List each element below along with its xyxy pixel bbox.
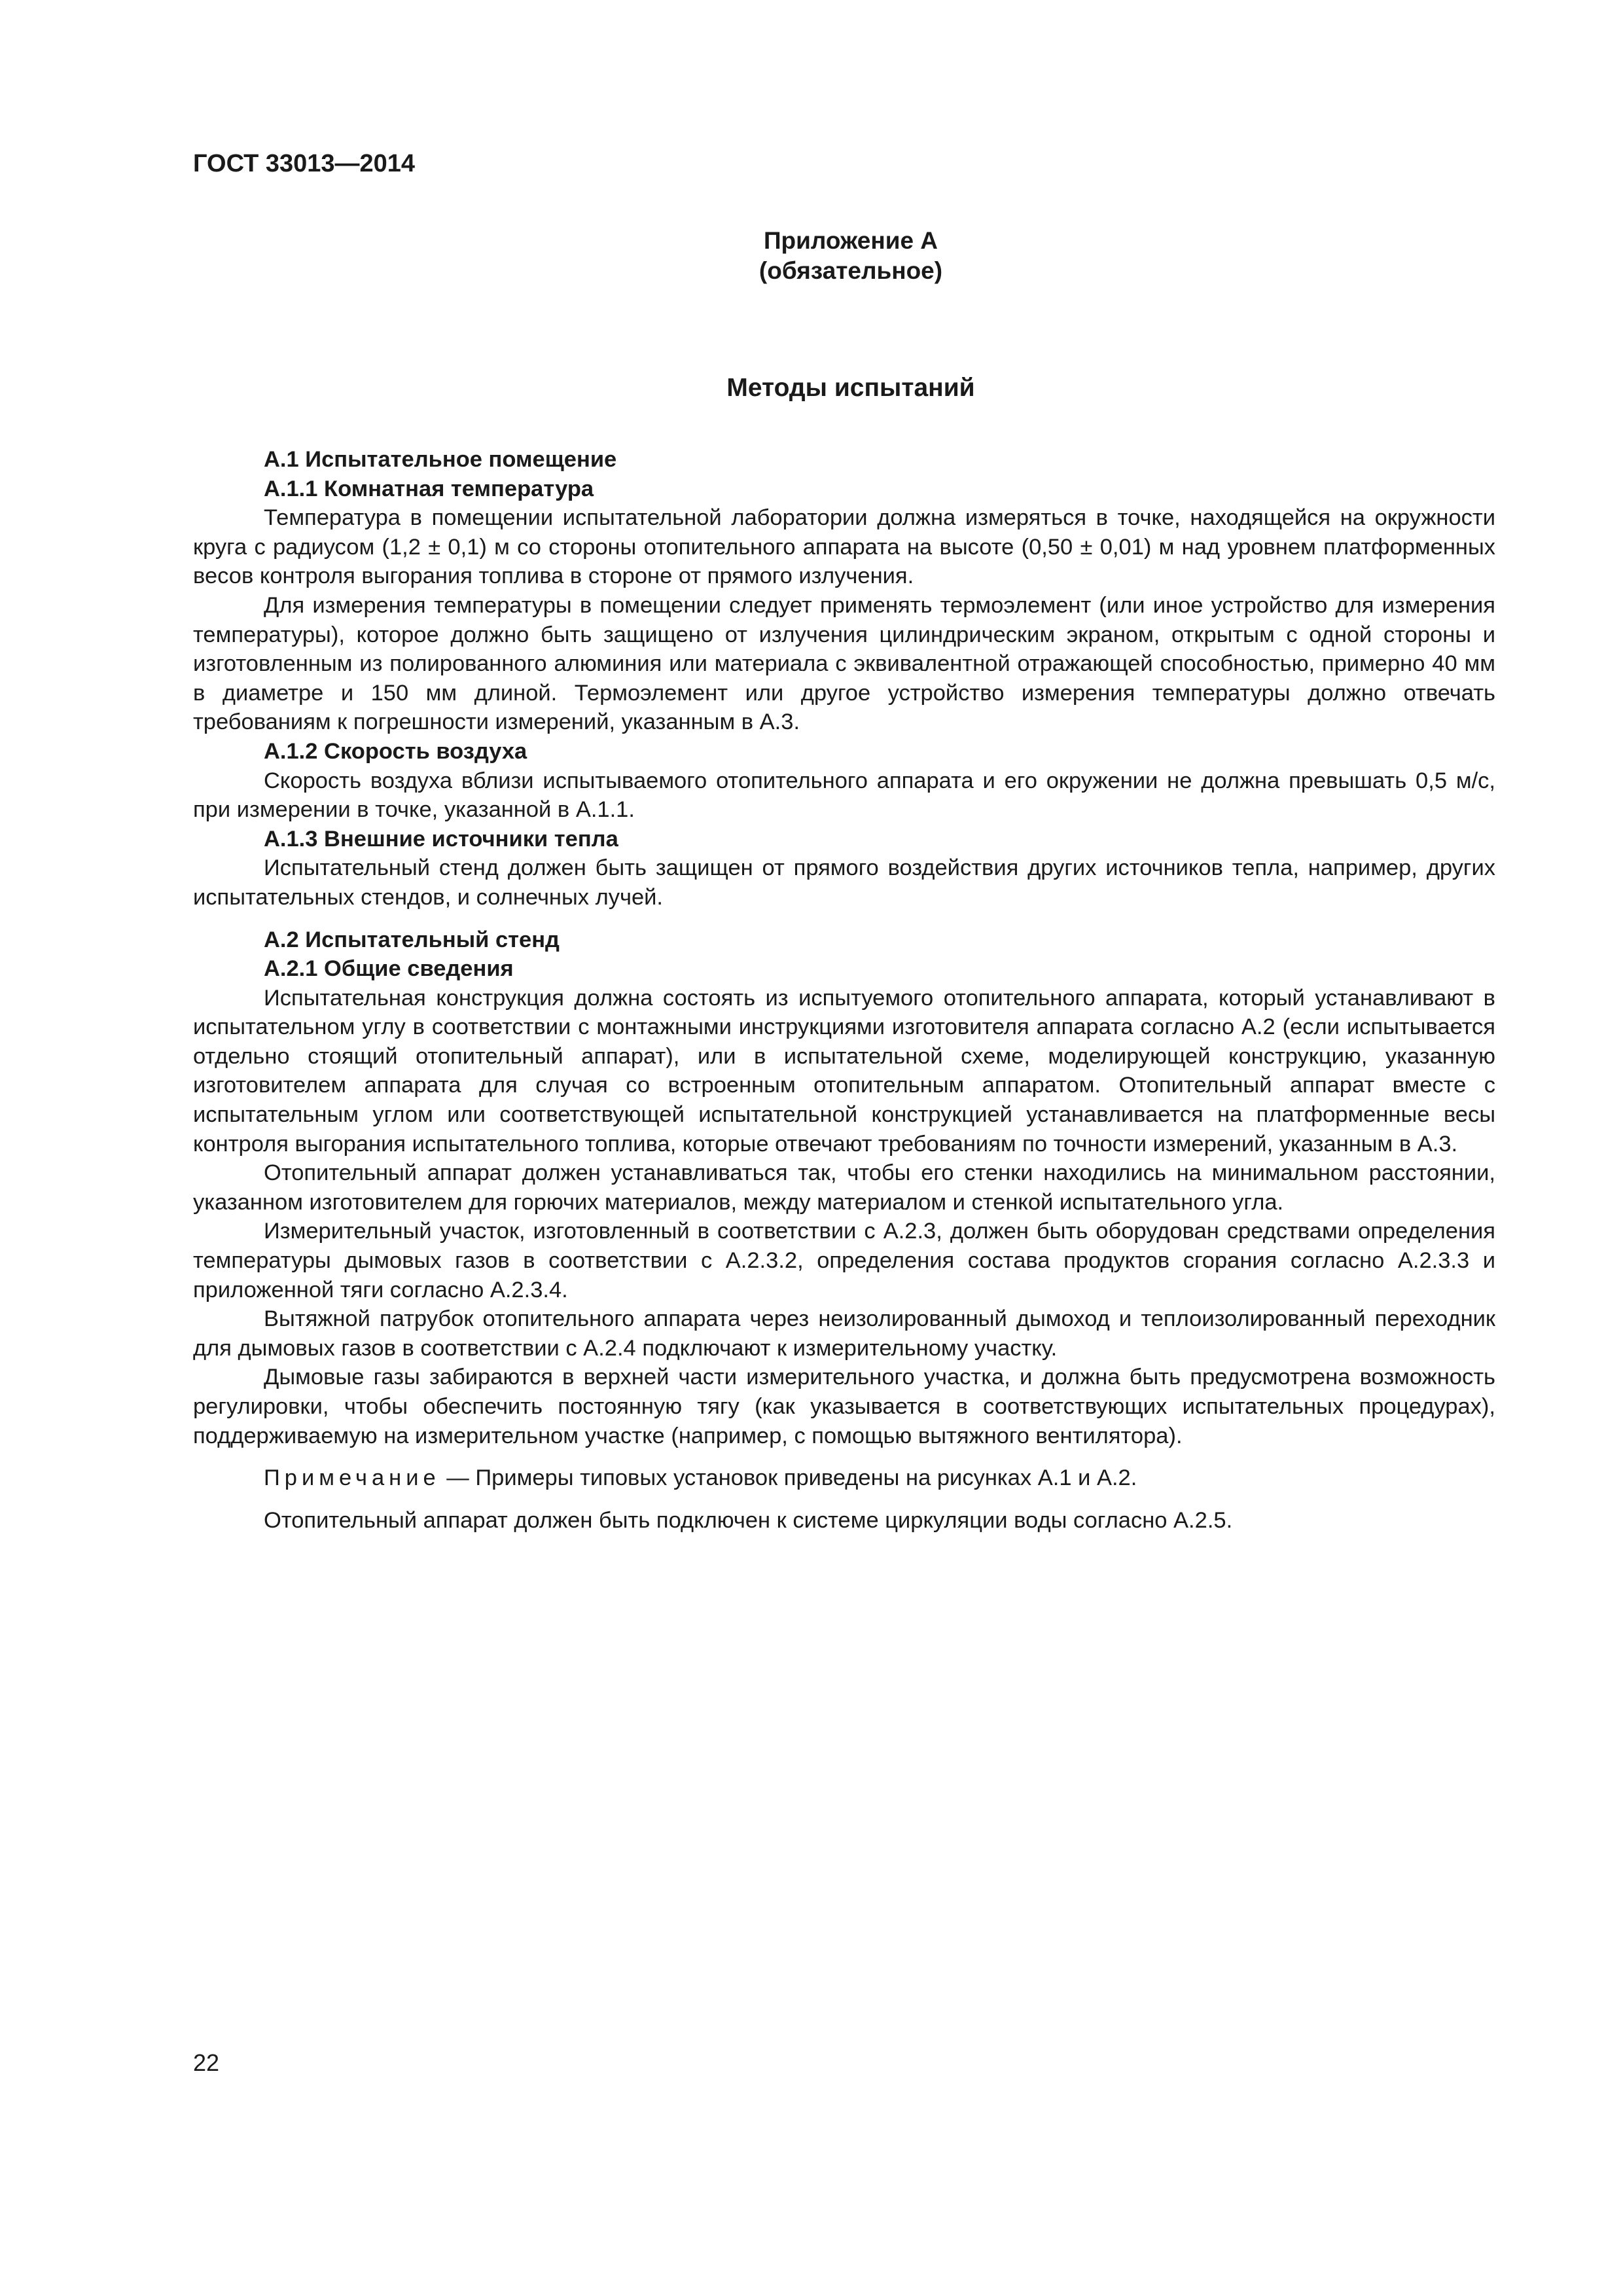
- note: [193, 1463, 1495, 1493]
- heading-a1-1: А.1.1 Комнатная температура: [264, 476, 594, 501]
- heading-a1-2: А.1.2 Скорость воздуха: [264, 738, 527, 764]
- heading-a2-1: А.2.1 Общие сведения: [264, 956, 514, 982]
- heading-a2: А.2 Испытательный стенд: [264, 927, 560, 952]
- paragraph: Испытательный стенд должен быть защищен от прямого воздействия других источников тепла, например, других испытательных стендов, и солнечных лучей.: [193, 855, 1495, 910]
- paragraph: Отопительный аппарат должен устанавливаться так, чтобы его стенки находились на минимальном расстоянии, указанном изготовителем для горючих материалов, между материалом и стенкой испытательного угла.: [193, 1160, 1495, 1215]
- paragraph: Дымовые газы забираются в верхней части измерительного участка, и должна быть предусмотрена возможность регулировки, чтобы обеспечить постоянную тягу (как указывается в соответствующих испытательных процедурах), поддерживаемую на измерительном участке (например, с помощью вытяжного вентилятора).: [193, 1365, 1495, 1448]
- note-label: Примечание: [264, 1465, 440, 1491]
- paragraph: Измерительный участок, изготовленный в соответствии с А.2.3, должен быть оборудован средствами определения температуры дымовых газов в соответствии с А.2.3.2, определения состава продуктов сгорания согласно А.2.3.3 и приложенной тяги согласно А.2.3.4.: [193, 1219, 1495, 1302]
- section-title: Методы испытаний: [726, 374, 975, 402]
- annex-heading: [654, 226, 1047, 286]
- heading-a1-3: А.1.3 Внешние источники тепла: [264, 826, 618, 852]
- page-number: 22: [193, 2049, 220, 2076]
- paragraph: Для измерения температуры в помещении следует применять термоэлемент (или иное устройство для измерения температуры), которое должно быть защищено от излучения цилиндрическим экраном, открытым с одной стороны и изготовленным из полированного алюминия или материала с эквивалентной отражающей способностью, примерно 40 мм в диаметре и 150 мм длиной. Термоэлемент или другое устройство измерения температуры должно отвечать требованиям к погрешности измерений, указанным в А.3.: [193, 592, 1495, 735]
- annex-status: (обязательное): [758, 257, 943, 284]
- paragraph: Температура в помещении испытательной лаборатории должна измеряться в точке, находящейся на окружности круга с радиусом (1,2 ± 0,1) м со стороны отопительного аппарата на высоте (0,50 ± 0,01) м над уровнем платформенных весов контроля выгорания топлива в стороне от прямого излучения.: [193, 505, 1495, 589]
- note-text: — Примеры типовых установок приведены на рисунках А.1 и А.2.: [440, 1465, 1137, 1491]
- document-code: ГОСТ 33013—2014: [193, 150, 416, 177]
- paragraph: Испытательная конструкция должна состоять из испытуемого отопительного аппарата, который устанавливают в испытательном углу в соответствии с монтажными инструкциями изготовителя аппарата согласно А.2 (если испытывается отдельно стоящий отопительный аппарат), или в испытательной схеме, моделирующей конструкцию, указанную изготовителем аппарата для случая со встроенным отопительным аппаратом. Отопительный аппарат вместе с испытательным углом или соответствующей испытательной конструкцией устанавливается на платформенные весы контроля выгорания испытательного топлива, которые отвечают требованиям по точности измерений, указанным в А.3.: [193, 985, 1495, 1157]
- annex-title: Приложение А: [763, 227, 938, 254]
- body-text: [193, 445, 1495, 1535]
- heading-a1: А.1 Испытательное помещение: [264, 447, 617, 472]
- paragraph: Скорость воздуха вблизи испытываемого отопительного аппарата и его окружении не должна превышать 0,5 м/с, при измерении в точке, указанной в А.1.1.: [193, 768, 1495, 823]
- closing-paragraph: Отопительный аппарат должен быть подключен к системе циркуляции воды согласно А.2.5.: [264, 1507, 1233, 1533]
- paragraph: Вытяжной патрубок отопительного аппарата через неизолированный дымоход и теплоизолированный переходник для дымовых газов в соответствии с А.2.4 подключают к измерительному участку.: [193, 1306, 1495, 1361]
